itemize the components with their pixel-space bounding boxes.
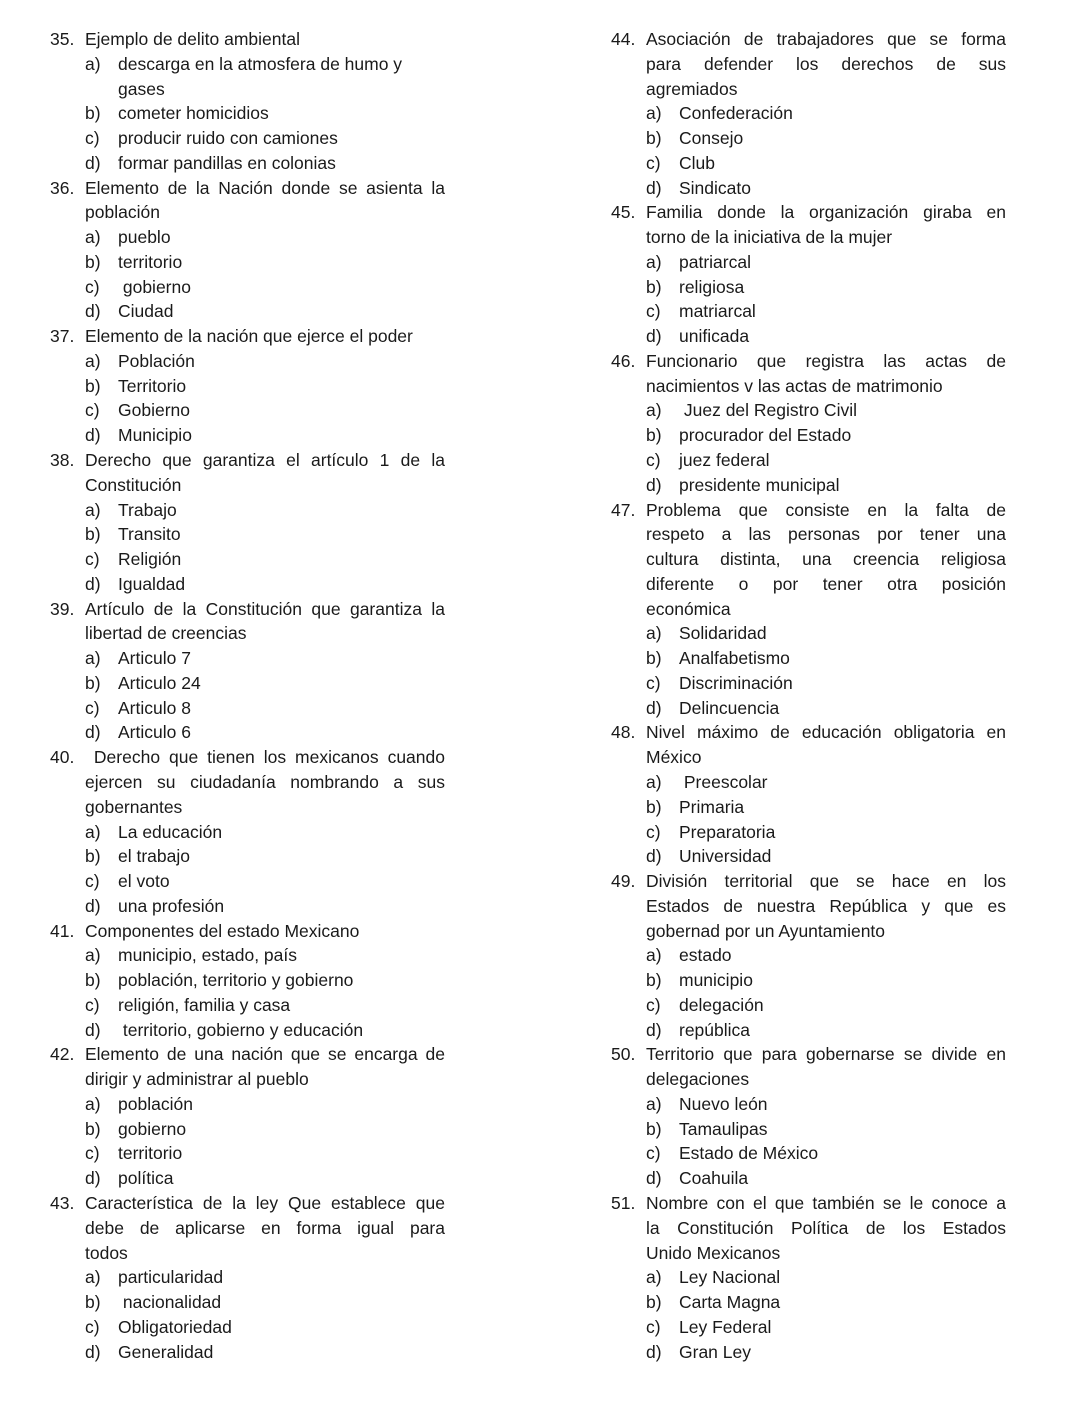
question-line (611, 720, 1006, 745)
answer-option (50, 572, 445, 597)
question-text: Problema que consiste en la falta de (646, 499, 1006, 520)
answer-option (611, 646, 1006, 671)
answer-option (611, 1141, 1006, 1166)
option-text: municipio (679, 970, 753, 991)
option-text: presidente municipal (679, 474, 840, 495)
question-text-continued: económica (646, 598, 731, 619)
option-text: república (679, 1019, 751, 1040)
option-letter: c) (646, 672, 661, 693)
option-letter: c) (85, 697, 100, 718)
option-text: pueblo (118, 227, 171, 248)
question-text-continued: población (85, 202, 160, 223)
question-number: 51. (611, 1192, 636, 1213)
option-text: territorio (118, 1143, 183, 1164)
answer-option (611, 473, 1006, 498)
option-letter: b) (646, 796, 662, 817)
question-text-continued: debe de aplicarse en forma igual para (85, 1217, 445, 1238)
question-item (50, 1042, 445, 1191)
option-letter: c) (85, 1316, 100, 1337)
option-text: Ley Federal (679, 1316, 772, 1337)
answer-option (611, 993, 1006, 1018)
option-letter: c) (646, 301, 661, 322)
answer-option (611, 1166, 1006, 1191)
option-letter: c) (85, 1143, 100, 1164)
option-letter: b) (85, 251, 101, 272)
answer-option (50, 894, 445, 919)
question-line (611, 27, 1006, 52)
answer-option (50, 299, 445, 324)
option-text: Consejo (679, 128, 744, 149)
option-text: delegación (679, 994, 764, 1015)
option-letter: d) (85, 152, 101, 173)
option-letter: b) (646, 425, 662, 446)
answer-option (611, 1018, 1006, 1043)
question-text: Artículo de la Constitución que garantiza la (85, 598, 445, 619)
question-text-continued: dirigir y administrar al pueblo (85, 1069, 309, 1090)
option-letter: d) (646, 326, 662, 347)
question-item (611, 720, 1006, 869)
answer-option (50, 423, 445, 448)
answer-option (50, 225, 445, 250)
question-number: 43. (50, 1192, 75, 1213)
question-text-continued: nacimientos v las actas de matrimonio (646, 375, 943, 396)
option-text: procurador del Estado (679, 425, 852, 446)
option-text: Sindicato (679, 177, 751, 198)
option-letter: a) (646, 1093, 662, 1114)
option-text: población, territorio y gobierno (118, 970, 354, 991)
question-item (50, 597, 445, 746)
option-letter: d) (646, 474, 662, 495)
option-text: Generalidad (118, 1341, 214, 1362)
option-letter: a) (646, 251, 662, 272)
option-letter: b) (85, 672, 101, 693)
answer-option (50, 547, 445, 572)
option-text: producir ruido con camiones (118, 128, 338, 149)
option-letter: a) (646, 400, 662, 421)
answer-option (611, 1340, 1006, 1365)
option-letter: a) (85, 648, 101, 669)
option-text: Obligatoriedad (118, 1316, 232, 1337)
question-text: Elemento de la nación que ejerce el poder (85, 326, 413, 347)
question-item (50, 448, 445, 597)
option-letter: d) (85, 1168, 101, 1189)
option-text: Estado de México (679, 1143, 819, 1164)
question-number: 39. (50, 598, 75, 619)
question-item (611, 1042, 1006, 1191)
question-number: 38. (50, 450, 75, 471)
answer-option (611, 795, 1006, 820)
option-letter: b) (646, 970, 662, 991)
option-text: Club (679, 152, 715, 173)
option-letter: c) (85, 871, 100, 892)
answer-option (611, 275, 1006, 300)
option-text: Municipio (118, 425, 192, 446)
option-text: Juez del Registro Civil (679, 400, 857, 421)
question-text-continued: todos (85, 1242, 128, 1263)
option-letter: d) (85, 895, 101, 916)
answer-option (50, 374, 445, 399)
answer-option (611, 820, 1006, 845)
option-letter: b) (85, 846, 101, 867)
option-text: Universidad (679, 846, 772, 867)
answer-option (611, 324, 1006, 349)
option-letter: a) (646, 945, 662, 966)
option-text: territorio, gobierno y educación (118, 1019, 364, 1040)
option-letter: b) (85, 103, 101, 124)
option-text-continued (50, 77, 445, 102)
option-text: matriarcal (679, 301, 756, 322)
option-text: Trabajo (118, 499, 177, 520)
question-text: Componentes del estado Mexicano (85, 920, 360, 941)
option-text: política (118, 1168, 174, 1189)
option-text: una profesión (118, 895, 225, 916)
question-text-continued: gobernad por un Ayuntamiento (646, 920, 886, 941)
answer-option (611, 1315, 1006, 1340)
answer-option (611, 968, 1006, 993)
question-text: Característica de la ley Que establece que (85, 1192, 445, 1213)
question-item (611, 1191, 1006, 1364)
answer-option (611, 943, 1006, 968)
option-letter: d) (85, 573, 101, 594)
answer-option (50, 275, 445, 300)
answer-option (50, 101, 445, 126)
question-number: 46. (611, 350, 636, 371)
option-text: Población (118, 350, 195, 371)
option-text: el voto (118, 871, 170, 892)
question-text-continued: Unido Mexicanos (646, 1242, 781, 1263)
question-text-continued: respeto a las personas por tener una (646, 524, 1006, 545)
answer-option (611, 696, 1006, 721)
answer-option (611, 423, 1006, 448)
option-letter: d) (646, 697, 662, 718)
question-number: 37. (50, 326, 75, 347)
option-text: religiosa (679, 276, 745, 297)
option-text: Nuevo león (679, 1093, 768, 1114)
option-letter: a) (646, 103, 662, 124)
question-text: Asociación de trabajadores que se forma (646, 29, 1006, 49)
option-text: cometer homicidios (118, 103, 269, 124)
answer-option (50, 250, 445, 275)
question-line (611, 1042, 1006, 1067)
question-item (611, 498, 1006, 721)
question-line (50, 919, 445, 944)
option-text: nacionalidad (118, 1292, 222, 1313)
option-letter: b) (646, 648, 662, 669)
option-letter: a) (646, 771, 662, 792)
question-item (50, 745, 445, 918)
question-line (611, 869, 1006, 894)
question-text: Funcionario que registra las actas de (646, 350, 1006, 371)
question-line (611, 349, 1006, 374)
question-line (611, 200, 1006, 225)
question-item (611, 200, 1006, 349)
question-text-continued: la Constitución Política de los Estados (646, 1217, 1006, 1238)
option-letter: d) (85, 301, 101, 322)
option-text: estado (679, 945, 732, 966)
option-letter: b) (85, 1118, 101, 1139)
answer-option (611, 671, 1006, 696)
question-text: Elemento de una nación que se encarga de (85, 1044, 445, 1065)
option-text: unificada (679, 326, 750, 347)
option-letter: d) (85, 722, 101, 743)
question-text-continued: delegaciones (646, 1069, 750, 1090)
answer-option (50, 151, 445, 176)
question-text: Nombre con el que también se le conoce a (646, 1192, 1006, 1213)
answer-option (50, 1290, 445, 1315)
option-text: Articulo 8 (118, 697, 191, 718)
option-text: religión, familia y casa (118, 994, 291, 1015)
option-text: territorio (118, 251, 183, 272)
answer-option (50, 498, 445, 523)
answer-option (611, 151, 1006, 176)
option-letter: c) (646, 152, 661, 173)
question-item (50, 324, 445, 448)
answer-option (50, 646, 445, 671)
option-text: Discriminación (679, 672, 793, 693)
answer-option (611, 448, 1006, 473)
answer-option (50, 696, 445, 721)
option-letter: a) (85, 499, 101, 520)
question-text: Territorio que para gobernarse se divide en (646, 1044, 1006, 1065)
option-letter: c) (85, 549, 100, 570)
answer-option (611, 1117, 1006, 1142)
question-text: Derecho que tienen los mexicanos cuando (85, 747, 445, 768)
option-letter: c) (646, 1316, 661, 1337)
option-letter: b) (646, 1292, 662, 1313)
question-text: Ejemplo de delito ambiental (85, 29, 300, 49)
option-letter: a) (85, 821, 101, 842)
answer-option (611, 101, 1006, 126)
option-letter: c) (85, 128, 100, 149)
option-letter: d) (646, 177, 662, 198)
question-line (50, 1191, 445, 1216)
answer-option (50, 943, 445, 968)
answer-option (50, 52, 445, 77)
option-text: Preparatoria (679, 821, 776, 842)
option-text: Religión (118, 549, 182, 570)
option-letter: d) (85, 1341, 101, 1362)
question-line (50, 176, 445, 201)
option-text: Preescolar (679, 771, 768, 792)
question-line (611, 498, 1006, 523)
answer-option (611, 844, 1006, 869)
right-column (611, 27, 1006, 1364)
question-text: Familia donde la organización giraba en (646, 202, 1006, 223)
option-text: Ley Nacional (679, 1267, 781, 1288)
option-letter: c) (646, 821, 661, 842)
question-line (50, 27, 445, 52)
question-text: Derecho que garantiza el artículo 1 de la (85, 450, 445, 471)
question-text-continued: cultura distinta, una creencia religiosa (646, 549, 1006, 570)
option-letter: c) (646, 1143, 661, 1164)
answer-option (50, 993, 445, 1018)
option-text: Confederación (679, 103, 793, 124)
option-letter: a) (85, 227, 101, 248)
question-text-continued: Constitución (85, 474, 182, 495)
option-text: Tamaulipas (679, 1118, 768, 1139)
answer-option (50, 968, 445, 993)
option-text: Igualdad (118, 573, 186, 594)
option-text: Transito (118, 524, 181, 545)
answer-option (611, 176, 1006, 201)
option-text: Ciudad (118, 301, 174, 322)
option-text: Gobierno (118, 400, 190, 421)
question-item (611, 349, 1006, 498)
question-number: 49. (611, 871, 636, 892)
question-number: 42. (50, 1044, 75, 1065)
option-letter: a) (646, 623, 662, 644)
option-letter: c) (85, 400, 100, 421)
option-text: juez federal (679, 450, 770, 471)
question-number: 35. (50, 29, 75, 49)
question-item (50, 27, 445, 176)
left-column (50, 27, 445, 1364)
option-text: Delincuencia (679, 697, 780, 718)
option-text: La educación (118, 821, 223, 842)
option-text: particularidad (118, 1267, 224, 1288)
option-text: población (118, 1093, 193, 1114)
question-item (50, 1191, 445, 1364)
question-line (50, 745, 445, 770)
option-letter: a) (85, 350, 101, 371)
question-number: 50. (611, 1044, 636, 1065)
question-text-continued: México (646, 747, 702, 768)
option-text: patriarcal (679, 251, 751, 272)
answer-option (50, 820, 445, 845)
option-letter: b) (646, 1118, 662, 1139)
option-letter: d) (85, 1019, 101, 1040)
question-number: 45. (611, 202, 636, 223)
option-text: gobierno (118, 1118, 187, 1139)
option-letter: a) (85, 945, 101, 966)
question-text-continued: agremiados (646, 78, 738, 99)
question-text: División territorial que se hace en los (646, 871, 1006, 892)
answer-option (50, 1340, 445, 1365)
answer-option (50, 671, 445, 696)
question-line (611, 1191, 1006, 1216)
option-letter: b) (85, 1292, 101, 1313)
option-letter: a) (85, 1267, 101, 1288)
option-letter: d) (85, 425, 101, 446)
answer-option (50, 398, 445, 423)
option-letter: b) (85, 375, 101, 396)
option-letter: d) (646, 1341, 662, 1362)
option-letter: c) (85, 994, 100, 1015)
answer-option (50, 844, 445, 869)
question-item (50, 176, 445, 325)
answer-option (611, 770, 1006, 795)
question-item (611, 27, 1006, 200)
option-letter: b) (646, 276, 662, 297)
answer-option (611, 398, 1006, 423)
option-letter: b) (646, 128, 662, 149)
option-text: Territorio (118, 375, 187, 396)
question-number: 47. (611, 499, 636, 520)
answer-option (50, 1265, 445, 1290)
option-letter: d) (646, 1168, 662, 1189)
option-text: Carta Magna (679, 1292, 781, 1313)
question-number: 36. (50, 177, 75, 198)
option-letter: c) (646, 994, 661, 1015)
question-text-continued: ejercen su ciudadanía nombrando a sus (85, 771, 445, 792)
answer-option (611, 1290, 1006, 1315)
answer-option (50, 1092, 445, 1117)
question-text: Nivel máximo de educación obligatoria en (646, 722, 1006, 743)
question-line (50, 448, 445, 473)
question-number: 41. (50, 920, 75, 941)
option-text: Articulo 7 (118, 648, 191, 669)
option-text: gases (118, 78, 165, 99)
option-text: Solidaridad (679, 623, 767, 644)
answer-option (611, 621, 1006, 646)
question-number: 40. (50, 747, 75, 768)
option-text: municipio, estado, país (118, 945, 297, 966)
option-text: Articulo 6 (118, 722, 191, 743)
option-letter: a) (85, 1093, 101, 1114)
question-number: 48. (611, 722, 636, 743)
question-line (50, 1042, 445, 1067)
option-letter: a) (646, 1267, 662, 1288)
question-item (50, 919, 445, 1043)
answer-option (50, 349, 445, 374)
option-letter: d) (646, 1019, 662, 1040)
answer-option (50, 1315, 445, 1340)
option-text: formar pandillas en colonias (118, 152, 336, 173)
option-text: el trabajo (118, 846, 190, 867)
option-text: Articulo 24 (118, 672, 201, 693)
question-text-continued: Estados de nuestra República y que es (646, 895, 1006, 916)
question-text-continued: para defender los derechos de sus (646, 53, 1006, 74)
answer-option (50, 1166, 445, 1191)
option-letter: d) (646, 846, 662, 867)
option-text: descarga en la atmosfera de humo y (118, 53, 403, 74)
answer-option (611, 1265, 1006, 1290)
question-text-continued: diferente o por tener otra posición (646, 573, 1006, 594)
question-line (50, 597, 445, 622)
answer-option (611, 250, 1006, 275)
answer-option (50, 126, 445, 151)
option-letter: c) (85, 276, 100, 297)
option-letter: a) (85, 53, 101, 74)
answer-option (50, 522, 445, 547)
answer-option (611, 299, 1006, 324)
answer-option (50, 1141, 445, 1166)
question-text-continued: libertad de creencias (85, 623, 247, 644)
answer-option (611, 1092, 1006, 1117)
answer-option (50, 869, 445, 894)
answer-option (611, 126, 1006, 151)
question-line (50, 324, 445, 349)
question-item (611, 869, 1006, 1042)
question-number: 44. (611, 29, 636, 49)
option-text: Coahuila (679, 1168, 749, 1189)
option-letter: b) (85, 524, 101, 545)
option-letter: c) (646, 450, 661, 471)
question-text-continued: gobernantes (85, 796, 183, 817)
option-text: gobierno (118, 276, 191, 297)
question-text: Elemento de la Nación donde se asienta la (85, 177, 445, 198)
answer-option (50, 1018, 445, 1043)
question-text-continued: torno de la iniciativa de la mujer (646, 227, 893, 248)
answer-option (50, 1117, 445, 1142)
option-text: Primaria (679, 796, 745, 817)
option-text: Gran Ley (679, 1341, 751, 1362)
answer-option (50, 720, 445, 745)
option-text: Analfabetismo (679, 648, 790, 669)
option-letter: b) (85, 970, 101, 991)
